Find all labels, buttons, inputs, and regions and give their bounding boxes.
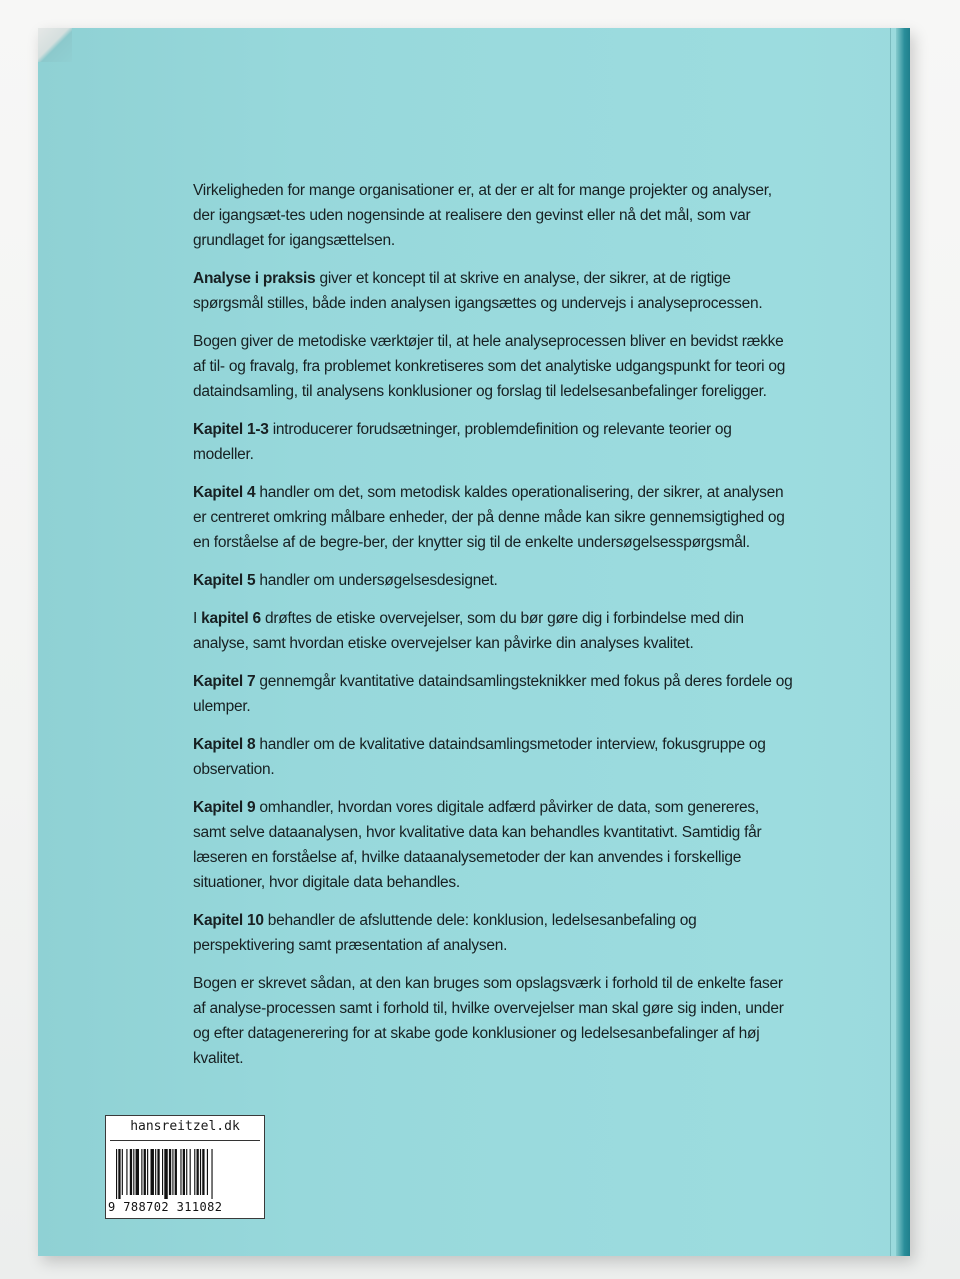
chapter-label: Kapitel 9 <box>193 799 256 816</box>
barcode-bars-icon <box>116 1149 256 1199</box>
paragraph-text: introducerer forudsætninger, problemdefinition og relevante teorier og modeller. <box>193 421 732 463</box>
paragraph-chapters-1-3 <box>193 417 793 467</box>
chapter-label: kapitel 6 <box>201 610 261 627</box>
paragraph-reference <box>193 971 793 1071</box>
paragraph-chapter-4 <box>193 480 793 555</box>
paragraph-chapter-8 <box>193 732 793 782</box>
chapter-label: Kapitel 7 <box>193 673 256 690</box>
spine-crease <box>890 28 891 1256</box>
paragraph-text: handler om de kvalitative dataindsamlingsmetoder interview, fokusgruppe og observation. <box>193 736 766 778</box>
publisher-url: hansreitzel.dk <box>130 1119 240 1134</box>
paragraph-chapter-10 <box>193 908 793 958</box>
book-back-cover <box>38 28 910 1256</box>
isbn-digits: 9 788702 311082 <box>108 1200 223 1214</box>
chapter-label: Kapitel 10 <box>193 912 264 929</box>
paragraph-text: handler om undersøgelsesdesignet. <box>255 572 498 589</box>
book-title: Analyse i praksis <box>193 270 316 287</box>
paragraph-text: Virkeligheden for mange organisationer er, at der er alt for mange projekter og analyser, der igangsæt-tes uden nogensinde at realisere den gevinst eller nå det mål, som var grundlaget for igangsættelsen. <box>193 182 772 249</box>
paragraph-chapter-7 <box>193 669 793 719</box>
chapter-label: Kapitel 8 <box>193 736 256 753</box>
corner-fold <box>38 28 72 62</box>
paragraph-chapter-9 <box>193 795 793 895</box>
spine-edge <box>896 28 910 1256</box>
paragraph-chapter-6 <box>193 606 793 656</box>
chapter-label: Kapitel 1-3 <box>193 421 269 438</box>
paragraph-book-title <box>193 266 793 316</box>
paragraph-text: omhandler, hvordan vores digitale adfærd påvirker de data, som genereres, samt selve dataanalysen, hvor kvalitative data kan behandles kvantitativt. Samtidig får læseren en forståelse af, hvilke dataanalysemetoder der kan anvendes i forskellige situationer, hvor digitale data behandles. <box>193 799 762 891</box>
paragraph-text: drøftes de etiske overvejelser, som du bør gøre dig i forbindelse med din analyse, samt hvordan etiske overvejelser kan påvirke din analyses kvalitet. <box>193 610 744 652</box>
paragraph-tools <box>193 329 793 404</box>
chapter-label: Kapitel 5 <box>193 572 256 589</box>
paragraph-text: handler om det, som metodisk kaldes operationalisering, der sikrer, at analysen er centreret omkring målbare enheder, der på denne måde kan sikre gennemsigtighed og en forståelse af de begre-ber, der knytter sig til de enkelte undersøgelsesspørgsmål. <box>193 484 785 551</box>
paragraph-text: behandler de afsluttende dele: konklusion, ledelsesanbefaling og perspektivering samt præsentation af analysen. <box>193 912 697 954</box>
paragraph-text: giver et koncept til at skrive en analyse, der sikrer, at de rigtige spørgsmål stilles, både inden analysen igangsættes og undervejs i analyseprocessen. <box>193 270 763 312</box>
paragraph-text: gennemgår kvantitative dataindsamlingsteknikker med fokus på deres fordele og ulemper. <box>193 673 793 715</box>
chapter-label: Kapitel 4 <box>193 484 256 501</box>
isbn-barcode <box>105 1115 265 1219</box>
paragraph-text: Bogen er skrevet sådan, at den kan bruges som opslagsværk i forhold til de enkelte faser af analyse-processen samt i forhold til, hvilke overvejelser man skal gøre sig inden, under og efter datagenerering for at skabe gode konklusioner og ledelsesanbefalinger af høj kvalitet. <box>193 975 784 1067</box>
paragraph-prefix: I <box>193 610 202 627</box>
barcode-divider <box>110 1140 260 1141</box>
blurb-text <box>193 178 793 1084</box>
paragraph-intro <box>193 178 793 253</box>
paragraph-text: Bogen giver de metodiske værktøjer til, at hele analyseprocessen bliver en bevidst række af til- og fravalg, fra problemet konkretiseres som det analytiske udgangspunkt for teori og dataindsamling, til analysens konklusioner og forslag til ledelsesanbefalinger foreligger. <box>193 333 786 400</box>
paragraph-chapter-5 <box>193 568 793 593</box>
